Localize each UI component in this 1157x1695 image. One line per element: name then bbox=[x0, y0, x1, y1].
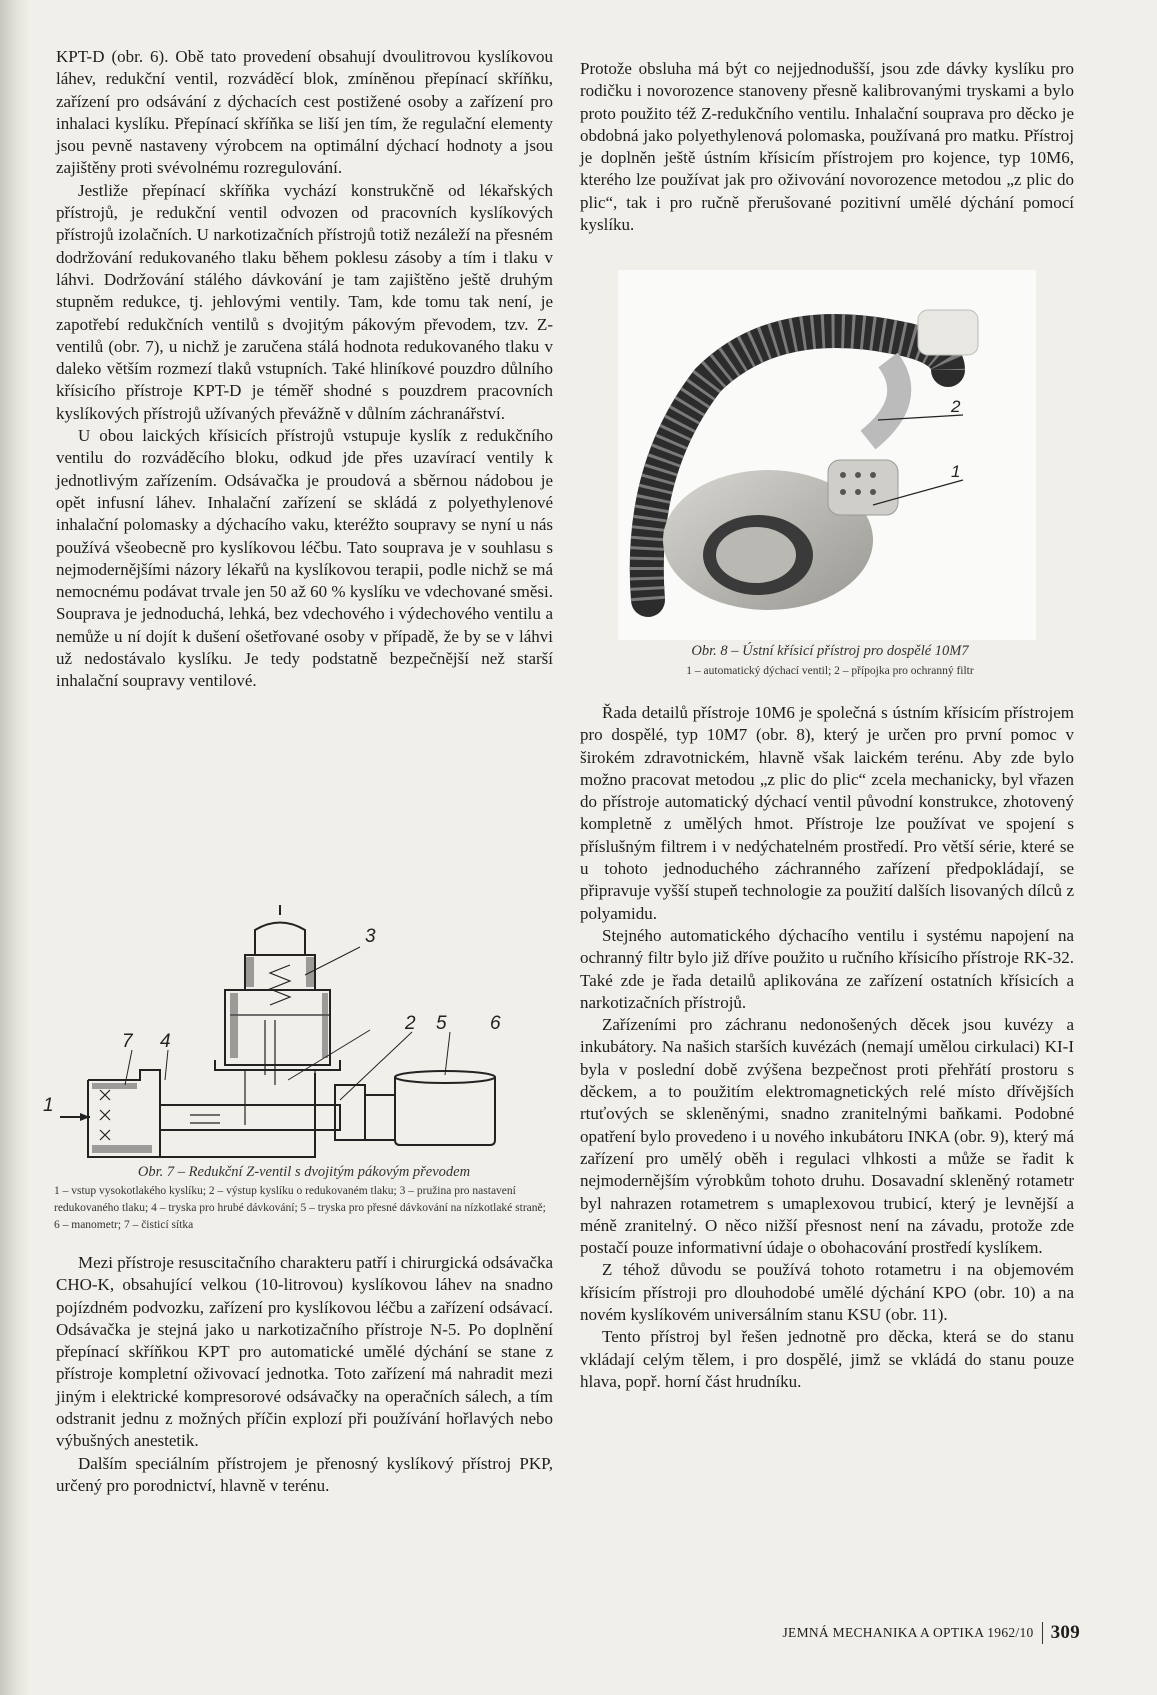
page-binding-shadow bbox=[0, 0, 30, 1695]
paragraph: Jestliže přepínací skříňka vychází konstrukčně od lékařských přístrojů, je redukční ventil odvozen od pracovních kyslíkových přístrojů izolačních. U narkotizačních přístrojů totiž nezáleží na přesném dodržování redukovaného tlaku během poklesu zásoby a tím i tlaku v láhvi. Dodržování stálého dávkování je tam zajištěno ještě druhým stupněm redukce, tj. jehlovými ventily. Tam, kde tomu tak není, je zapotřebí redukčních ventilů s dvojitým pákovým převodem, tzv. Z-ventilů (obr. 7), u nichž je zaručena stálá hodnota redukovaného tlaku v daleko větším rozmezí tlaků vstupních. Také hliníkové pouzdro důlního křísicího přístroje KPT-D je téměř shodné s pouzdrem pracovních kyslíkových přístrojů užívaných převážně v důlním záchranářství. bbox=[56, 180, 553, 423]
paragraph: Řada detailů přístroje 10M6 je společná s ústním křísicím přístrojem pro dospělé, typ 10M7 (obr. 8), který je určen pro první pomoc v širokém zdravotnickém, hlavně však laickém terénu. Aby zde bylo možno pracovat metodou „z plic do plic“ zcela mechanicky, byl vřazen do přístroje automatický dýchací ventil původní konstrukce, zhotovený kompletně z umělých hmot. Přístroje lze používat ve spojení s příslušným filtrem i v nedýchatelném prostředí. Pro větší série, které se u tohoto jednoduchého záchranného zařízení předpokládají, se připravuje vyšší stupeň technologie za použití dalších lisovaných dílců z polyamidu. bbox=[580, 703, 1074, 923]
paragraph: Zařízeními pro záchranu nedonošených děcek jsou kuvézy a inkubátory. Na našich starších kuvézách (nemají umělou cirkulaci) KI-I byla v poslední době zvýšena bezpečnost proti přehřátí prostoru s děckem, a to použitím elektromagnetických relé místo dřívějších rtuťových se skleněnými, snadno zranitelnými baňkami. Podobné opatření bylo provedeno i u nového inkubátoru INKA (obr. 9), který má zařízení pro umělý oběh i regulaci vlhkosti a může se řadit k nejmodernějším výrobkům tohoto druhu. Dosavadní skleněný rotametr byl nahrazen rotametrem s umaplexovou trubicí, který je levnější a méně zranitelný. O něco nižší přesnost není na závadu, protože zde postačí pouze informativní údaje o obohacování prostředí kyslíkem. bbox=[580, 1015, 1074, 1258]
fig7-label-1: 1 bbox=[43, 1095, 54, 1116]
fig7-label-5: 5 bbox=[436, 1013, 447, 1034]
figure-7-legend: 1 – vstup vysokotlakého kyslíku; 2 – výstup kyslíku o redukovaném tlaku; 3 – pružina pro nastavení redukovaného tlaku; 4 – tryska pro hrubé dávkování; 5 – tryska pro přesné dávkování na nízkotlaké straně; 6 – manometr; 7 – čisticí sítka bbox=[54, 1185, 546, 1231]
left-column-top-text bbox=[56, 46, 553, 693]
paragraph: Protože obsluha má být co nejjednodušší, jsou zde dávky kyslíku pro rodičku i novorozence stanoveny přesně kalibrovanými tryskami a bylo proto použito též Z-redukčního ventilu. Inhalační souprava pro děcko je obdobná jako polyethylenová polomaska, používaná pro matku. Přístroj je doplněn ještě ústním křísicím přístrojem pro kojence, typ 10M6, kterého lze používat jak pro oživování novorozence metodou „z plic do plic“, tak i pro ručně přerušované pozitivní umělé dýchání pomocí kyslíku. bbox=[580, 59, 1074, 235]
right-column-bottom-text bbox=[580, 702, 1074, 1393]
figure-8-title: Obr. 8 – Ústní křísicí přístroj pro dospělé 10M7 bbox=[691, 643, 969, 659]
paragraph: KPT-D (obr. 6). Obě tato provedení obsahují dvoulitrovou kyslíkovou láhev, redukční ventil, rozváděcí blok, zmíněnou přepínací skříňku, zařízení pro odsávání z dýchacích cest postižené osoby a zařízení pro inhalaci kyslíku. Přepínací skříňka se liší jen tím, že regulační elementy jsou pevně nastaveny výrobcem na optimální dýchací hodnoty a jsou zajištěny proti svévolnému rozregulování. bbox=[56, 47, 553, 178]
valve-cross-section-svg bbox=[40, 895, 560, 1160]
figure-7-caption bbox=[54, 1165, 554, 1233]
fig7-label-6: 6 bbox=[490, 1013, 501, 1034]
paragraph: Mezi přístroje resuscitačního charakteru patří i chirurgická odsávačka CHO-K, obsahující velkou (10-litrovou) kyslíkovou láhev na snadno pojízdném podvozku, zařízení pro kyslíkovou léčbu a zařízení odsávací. Odsávačka je stejná jako u narkotizačního přístroje N-5. Po doplnění přepínací skříňkou KPT pro automatické umělé dýchání se stane z přístroje kompletní oživovací jednotka. Toto zařízení má nahradit mezi jiným i elektrické kompresorové odsávačky na operačních sálech, a tím odstranit jednu z možných příčin explozí při používání hořlavých nebo výbušných anestetik. bbox=[56, 1253, 553, 1451]
paragraph: Tento přístroj byl řešen jednotně pro děcka, která se do stanu vkládají celým tělem, i pro dospělé, jimž se vkládá do stanu pouze hlava, popř. horní část hrudníku. bbox=[580, 1327, 1074, 1391]
paragraph: U obou laických křísicích přístrojů vstupuje kyslík z redukčního ventilu do rozváděcího bloku, odkud jde přes uzavírací ventily k jednotlivým zařízením. Odsávačka je proudová a sběrnou nádobou je opět infusní láhev. Inhalační zařízení se skládá z polyethylenové inhalační polomasky a dýchacího vaku, kteréžto soupravy se nyní u nás používá všeobecně pro kyslíkovou léčbu. Tato souprava je v souhlasu s nejmodernějšími názory lékařů na kyslíkovou terapii, podle nichž se má nemocnému podávat trvale jen 50 až 60 % kyslíku ve vdechované směsi. Souprava je jednoduchá, lehká, bez vdechového i výdechového ventilu a nemůže u ní dojít k dušení ošetřované osoby v případě, že by se v láhvi už nedostávalo kyslíku. Je tedy podstatně bezpečnější než starší inhalační soupravy ventilové. bbox=[56, 426, 553, 691]
fig7-label-7: 7 bbox=[122, 1031, 133, 1052]
footer-divider bbox=[1042, 1622, 1043, 1644]
left-column-bottom-text bbox=[56, 1252, 553, 1497]
figure-8-photo bbox=[618, 270, 1036, 640]
mask-device-photo-svg bbox=[618, 270, 1036, 640]
figure-8-legend: 1 – automatický dýchací ventil; 2 – přípojka pro ochranný filtr bbox=[686, 665, 974, 677]
figure-7-valve-drawing bbox=[40, 895, 560, 1160]
page-number: 309 bbox=[1050, 1622, 1080, 1643]
figure-7-title: Obr. 7 – Redukční Z-ventil s dvojitým pákovým převodem bbox=[137, 1164, 471, 1180]
fig7-label-3: 3 bbox=[365, 926, 376, 947]
page-footer bbox=[740, 1622, 1080, 1644]
right-column-top-text bbox=[580, 58, 1074, 236]
fig7-label-2: 2 bbox=[405, 1013, 416, 1034]
paragraph: Z téhož důvodu se používá tohoto rotametru i na objemovém křísicím přístroji pro dlouhodobé umělé dýchání KPO (obr. 10) a na novém kyslíkovém universálním stanu KSU (obr. 11). bbox=[580, 1260, 1074, 1325]
fig7-label-4: 4 bbox=[160, 1031, 171, 1052]
journal-name: JEMNÁ MECHANIKA A OPTIKA 1962/10 bbox=[782, 1625, 1034, 1640]
fig8-label-1: 1 bbox=[951, 462, 961, 481]
fig8-label-2: 2 bbox=[951, 397, 961, 416]
paragraph: Dalším speciálním přístrojem je přenosný kyslíkový přístroj PKP, určený pro porodnictví, hlavně v terénu. bbox=[56, 1453, 553, 1495]
paragraph: Stejného automatického dýchacího ventilu i systému napojení na ochranný filtr bylo již dříve použito u ručního křísicího přístroje RK-32. Také zde je řada detailů aplikována ze zařízení ostatních křísicích a narkotizačních přístrojů. bbox=[580, 925, 1074, 1012]
figure-8-caption bbox=[585, 644, 1075, 679]
